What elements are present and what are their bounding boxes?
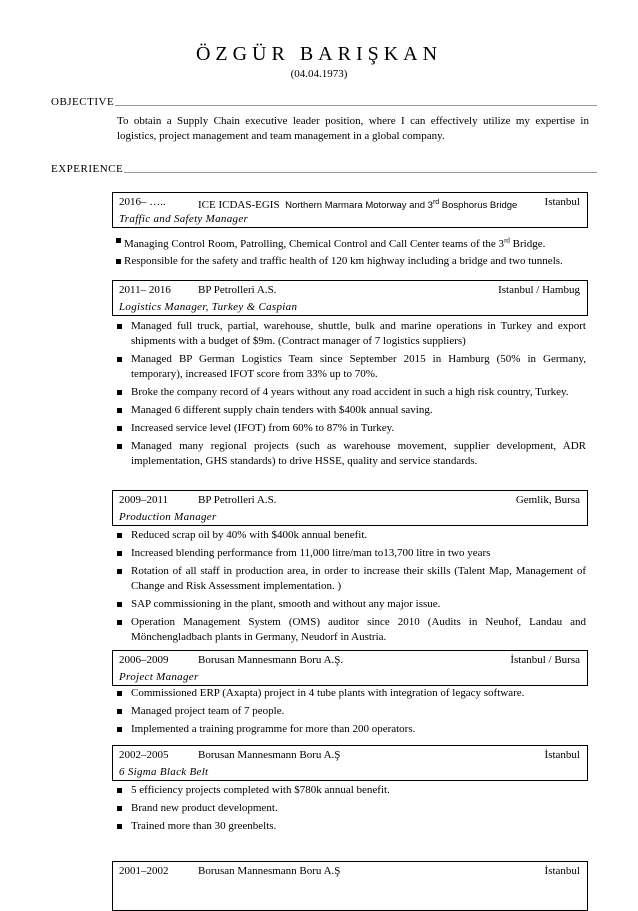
job-company: Borusan Mannesmann Boru A.Ş: [198, 865, 341, 877]
job-period-company: [119, 865, 341, 878]
job-period-company: [119, 749, 341, 762]
job-location: Istanbul / Hambug: [498, 284, 580, 296]
bullet-square-icon: [117, 691, 122, 696]
job-header: [112, 490, 588, 526]
bullet-square-icon: [117, 551, 122, 556]
objective-heading: [51, 96, 597, 108]
list-item: 5 efficiency projects completed with $780k annual benefit.: [114, 783, 586, 798]
job-company: BP Petrolleri A.S.: [198, 494, 277, 506]
job-location: İstanbul: [544, 749, 580, 761]
job-location: İstanbul: [544, 865, 580, 877]
bullet-square-icon: [117, 620, 122, 625]
bullet-square-icon: [117, 390, 122, 395]
list-item: Rotation of all staff in production area, in order to increase their skills (Talent Map, Management of Change and Risk Assessment implementation. ): [114, 564, 586, 594]
divider: [115, 105, 597, 106]
objective-text: To obtain a Supply Chain executive leader position, where I can effectively utilize my expertise in logistics, project management and team management in a global company.: [117, 115, 589, 142]
job-bullets: [114, 528, 586, 648]
list-item: Increased service level (IFOT) from 60% to 87% in Turkey.: [114, 421, 586, 436]
job-title: Traffic and Safety Manager: [119, 213, 249, 225]
job-period: 2009–2011: [119, 494, 169, 506]
job-title: Project Manager: [119, 671, 199, 683]
job-company: Borusan Mannesmann Boru A.Ş: [198, 749, 341, 761]
job-title: Logistics Manager, Turkey & Caspian: [119, 301, 298, 313]
bullet-square-icon: [117, 533, 122, 538]
job-bullets: [114, 233, 586, 271]
job-company: ICE ICDAS-EGIS Northern Marmara Motorway and 3rd Bosphorus Bridge: [198, 199, 518, 212]
list-item: Managed many regional projects (such as warehouse movement, supplier development, ADR implementation, GHS standards) to drive HSSE, quality and service standards.: [114, 439, 586, 469]
job-title: Production Manager: [119, 511, 217, 523]
bullet-square-icon: [117, 357, 122, 362]
bullet-square-icon: [117, 444, 122, 449]
bullet-square-icon: [117, 727, 122, 732]
job-company: BP Petrolleri A.S.: [198, 284, 277, 296]
job-header: [112, 192, 588, 228]
list-item: Reduced scrap oil by 40% with $400k annual benefit.: [114, 528, 586, 543]
list-item: Operation Management System (OMS) auditor since 2010 (Audits in Neuhof, Landau and Mönchengladbach plants in Germany, Neudorf in Austria.: [114, 615, 586, 645]
bullet-square-icon: [116, 238, 121, 243]
job-period-company: [119, 654, 344, 667]
bullet-square-icon: [117, 788, 122, 793]
job-bullets: [114, 783, 586, 837]
job-header: [112, 745, 588, 781]
bullet-square-icon: [117, 602, 122, 607]
list-item: Managed project team of 7 people.: [114, 704, 586, 719]
job-period-company: [119, 494, 277, 507]
list-item: Managed 6 different supply chain tenders with $400k annual saving.: [114, 403, 586, 418]
job-header: [112, 861, 588, 911]
list-item: Brand new product development.: [114, 801, 586, 816]
job-period: 2006–2009: [119, 654, 169, 666]
list-item: SAP commissioning in the plant, smooth and without any major issue.: [114, 597, 586, 612]
experience-heading-text: EXPERIENCE: [51, 163, 124, 175]
job-header: [112, 650, 588, 686]
bullet-square-icon: [117, 806, 122, 811]
bullet-square-icon: [117, 426, 122, 431]
job-location: İstanbul / Bursa: [510, 654, 580, 666]
job-period: 2016– …..: [119, 196, 166, 208]
bullet-square-icon: [117, 824, 122, 829]
job-company: Borusan Mannesmann Boru A.Ş.: [198, 654, 344, 666]
date-of-birth: (04.04.1973): [290, 68, 348, 80]
bullet-square-icon: [117, 709, 122, 714]
list-item: Broke the company record of 4 years without any road accident in such a high risk country, Turkey.: [114, 385, 586, 400]
job-period: 2001–2002: [119, 865, 169, 877]
list-item: Managed full truck, partial, warehouse, shuttle, bulk and marine operations in Turkey and export shipments with a budget of $9m. (Contract manager of 7 logistics suppliers): [114, 319, 586, 349]
job-title: 6 Sigma Black Belt: [119, 766, 209, 778]
job-period-company: [119, 196, 518, 212]
experience-heading: [51, 163, 597, 175]
job-location: Gemlik, Bursa: [515, 494, 580, 506]
list-item: Implemented a training programme for more than 200 operators.: [114, 722, 586, 737]
job-period-company: [119, 284, 277, 297]
list-item: Commissioned ERP (Axapta) project in 4 tube plants with integration of legacy software.: [114, 686, 586, 701]
candidate-name: ÖZGÜR BARIŞKAN: [195, 43, 443, 65]
job-period: 2002–2005: [119, 749, 169, 761]
job-bullets: [114, 686, 586, 740]
bullet-square-icon: [117, 408, 122, 413]
list-item: Increased blending performance from 11,000 litre/man to13,700 litre in two years: [114, 546, 586, 561]
bullet-square-icon: [117, 569, 122, 574]
list-item: Responsible for the safety and traffic health of 120 km highway including a bridge and two tunnels.: [114, 254, 586, 269]
bullet-square-icon: [116, 259, 121, 264]
job-company-extra: Northern Marmara Motorway and 3rd Bosphorus Bridge: [285, 199, 518, 212]
list-item: Managing Control Room, Patrolling, Chemical Control and Call Center teams of the 3rd Bridge.: [114, 233, 586, 252]
bullet-square-icon: [117, 324, 122, 329]
job-period: 2011– 2016: [119, 284, 171, 296]
job-header: [112, 280, 588, 316]
divider: [124, 172, 597, 173]
objective-heading-text: OBJECTIVE: [51, 96, 115, 108]
list-item: Trained more than 30 greenbelts.: [114, 819, 586, 834]
job-location: Istanbul: [544, 196, 580, 208]
list-item: Managed BP German Logistics Team since September 2015 in Hamburg (50% in Germany, temporary), increased IFOT score from 33% up to 70%.: [114, 352, 586, 382]
job-bullets: [114, 319, 586, 472]
